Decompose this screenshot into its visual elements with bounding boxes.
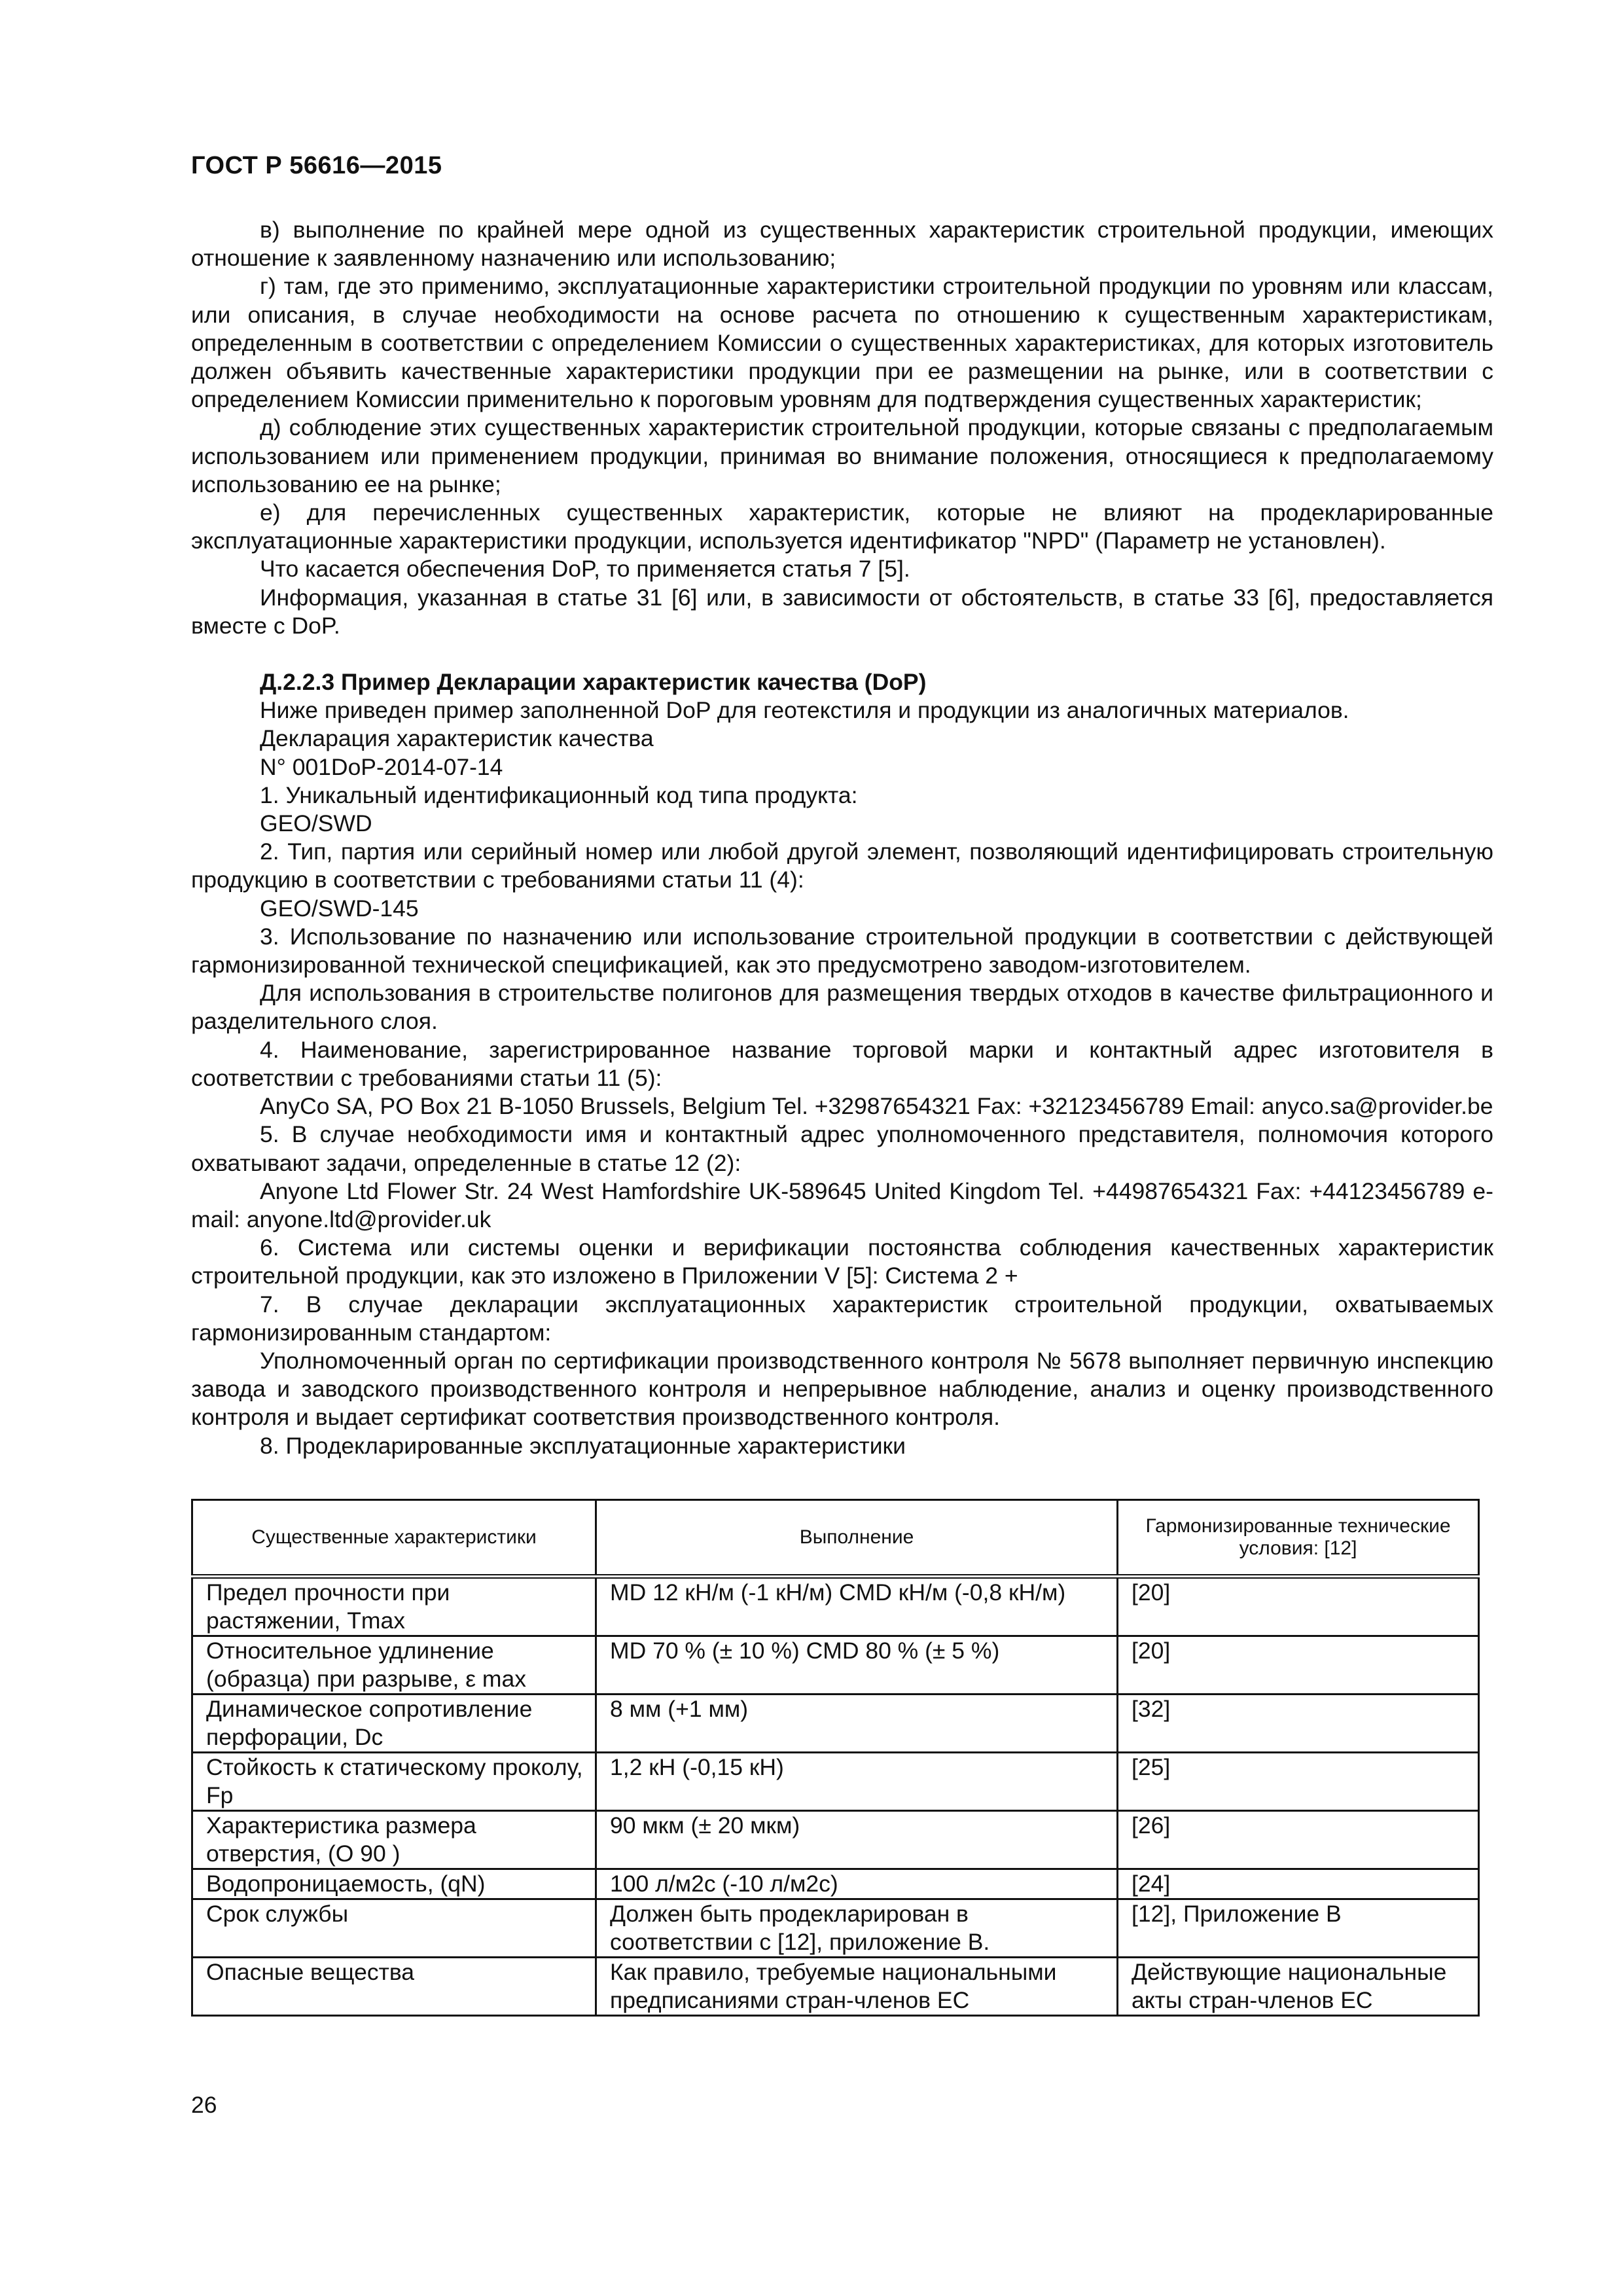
section-line: Уполномоченный орган по сертификации производственного контроля № 5678 выполняет первичную инспекцию завода и заводского производственного контроля и непрерывное наблюдение, анализ и оценку производственного контроля и выдает сертификат соответствия производственного контроля. [191, 1347, 1493, 1431]
table-cell: [25] [1118, 1753, 1479, 1811]
table-cell: MD 70 % (± 10 %) CMD 80 % (± 5 %) [596, 1636, 1118, 1695]
section-line: 5. В случае необходимости имя и контактный адрес уполномоченного представителя, полномочия которого охватывают задачи, определенные в статье 12 (2): [191, 1121, 1493, 1176]
declared-characteristics-table [191, 1499, 1480, 2017]
section-line: 1. Уникальный идентификационный код типа продукта: [260, 781, 858, 808]
table-cell: Предел прочности при растяжении, Tmax [192, 1577, 596, 1636]
table-header-row [192, 1500, 1479, 1577]
table-row [192, 1577, 1479, 1636]
table-row [192, 1958, 1479, 2016]
table-cell: Как правило, требуемые национальными предписаниями стран-членов ЕС [596, 1958, 1118, 2016]
paragraph-g: г) там, где это применимо, эксплуатационные характеристики строительной продукции по уровням или классам, или описания, в случае необходимости на основе расчета по отношению к существенным характеристикам, определенным в соответствии с определением Комиссии о существенных характеристиках, для которых изготовитель должен объявить качественные характеристики продукции при ее размещении на рынке, или в соответствии с определением Комиссии применительно к пороговым уровням для подтверждения существенных характеристик; [191, 273, 1493, 413]
table-row [192, 1636, 1479, 1695]
table-cell: MD 12 кН/м (-1 кН/м) CMD кН/м (-0,8 кН/м) [596, 1577, 1118, 1636]
table-cell: Должен быть продекларирован в соответствии с [12], приложение В. [596, 1899, 1118, 1958]
section-line: Для использования в строительстве полигонов для размещения твердых отходов в качестве фильтрационного и разделительного слоя. [191, 980, 1493, 1035]
section-line: N° 001DoP-2014-07-14 [260, 753, 503, 780]
table-cell: 100 л/м2с (-10 л/м2с) [596, 1869, 1118, 1899]
paragraph-d: д) соблюдение этих существенных характеристик строительной продукции, которые связаны с предполагаемым использованием или применением продукции, принимая во внимание положения, относящиеся к предполагаемому использованию ее на рынке; [191, 414, 1493, 497]
body-text [191, 216, 1493, 1460]
section-line: 2. Тип, партия или серийный номер или любой другой элемент, позволяющий идентифицировать строительную продукцию в соответствии с требованиями статьи 11 (4): [191, 838, 1493, 893]
section-heading: Д.2.2.3 Пример Декларации характеристик качества (DoP) [260, 669, 927, 696]
table-cell: [20] [1118, 1636, 1479, 1695]
column-header: Выполнение [596, 1500, 1118, 1577]
section-line: 6. Система или системы оценки и верификации постоянства соблюдения качественных характеристик строительной продукции, как это изложено в Приложении V [5]: Система 2 + [191, 1234, 1493, 1289]
section-line: GEO/SWD [260, 810, 372, 837]
document-header: ГОСТ Р 56616—2015 [191, 152, 442, 179]
table-cell: Характеристика размера отверстия, (O 90 ) [192, 1811, 596, 1869]
table-cell: [26] [1118, 1811, 1479, 1869]
table-cell: Водопроницаемость, (qN) [192, 1869, 596, 1899]
table-row [192, 1869, 1479, 1899]
table-cell: [32] [1118, 1695, 1479, 1753]
section-line: 8. Продекларированные эксплуатационные характеристики [260, 1432, 906, 1459]
table-cell: Срок службы [192, 1899, 596, 1958]
table-cell: [20] [1118, 1577, 1479, 1636]
table-cell: 1,2 кН (-0,15 кН) [596, 1753, 1118, 1811]
table-row [192, 1899, 1479, 1958]
section-line: GEO/SWD-145 [260, 895, 419, 922]
section-line: Anyone Ltd Flower Str. 24 West Hamfordshire UK-589645 United Kingdom Tel. +44987654321 Fax: +44123456789 e-mail: anyone.ltd@provider.uk [191, 1177, 1493, 1232]
table-row [192, 1753, 1479, 1811]
column-header: Гармонизированные технические условия: [12] [1118, 1500, 1479, 1577]
section-line: AnyCo SA, PO Box 21 B-1050 Brussels, Belgium Tel. +32987654321 Fax: +32123456789 Email: anyco.sa@provider.be [260, 1093, 1493, 1120]
paragraph-v: в) выполнение по крайней мере одной из существенных характеристик строительной продукции, имеющих отношение к заявленному назначению или использованию; [191, 217, 1493, 272]
paragraph-information: Информация, указанная в статье 31 [6] или, в зависимости от обстоятельств, в статье 33 [6], предоставляется вместе с DoP. [191, 584, 1493, 639]
section-line: 3. Использование по назначению или использование строительной продукции в соответствии с действующей гармонизированной технической спецификацией, как это предусмотрено заводом-изготовителем. [191, 923, 1493, 978]
paragraph-dop-article: Что касается обеспечения DoP, то применяется статья 7 [5]. [260, 556, 910, 583]
section-line: Ниже приведен пример заполненной DoP для геотекстиля и продукции из аналогичных материалов. [260, 697, 1349, 724]
table-row [192, 1811, 1479, 1869]
page-number: 26 [191, 2092, 217, 2118]
section-line: 4. Наименование, зарегистрированное название торговой марки и контактный адрес изготовителя в соответствии с требованиями статьи 11 (5): [191, 1036, 1493, 1091]
table-cell: 90 мкм (± 20 мкм) [596, 1811, 1118, 1869]
table-cell: Опасные вещества [192, 1958, 596, 2016]
column-header: Существенные характеристики [192, 1500, 596, 1577]
table-cell: [24] [1118, 1869, 1479, 1899]
table-cell: Динамическое сопротивление перфорации, Dc [192, 1695, 596, 1753]
table-cell: Действующие национальные акты стран-членов ЕС [1118, 1958, 1479, 2016]
table-cell: [12], Приложение В [1118, 1899, 1479, 1958]
table-cell: Стойкость к статическому проколу, Fp [192, 1753, 596, 1811]
section-line: Декларация характеристик качества [260, 725, 654, 752]
table-cell: Относительное удлинение (образца) при разрыве, ε max [192, 1636, 596, 1695]
table-cell: 8 мм (+1 мм) [596, 1695, 1118, 1753]
paragraph-e: е) для перечисленных существенных характеристик, которые не влияют на продекларированные эксплуатационные характеристики продукции, используется идентификатор "NPD" (Параметр не установлен). [191, 499, 1493, 554]
section-line: 7. В случае декларации эксплуатационных характеристик строительной продукции, охватываемых гармонизированным стандартом: [191, 1291, 1493, 1346]
table-row [192, 1695, 1479, 1753]
